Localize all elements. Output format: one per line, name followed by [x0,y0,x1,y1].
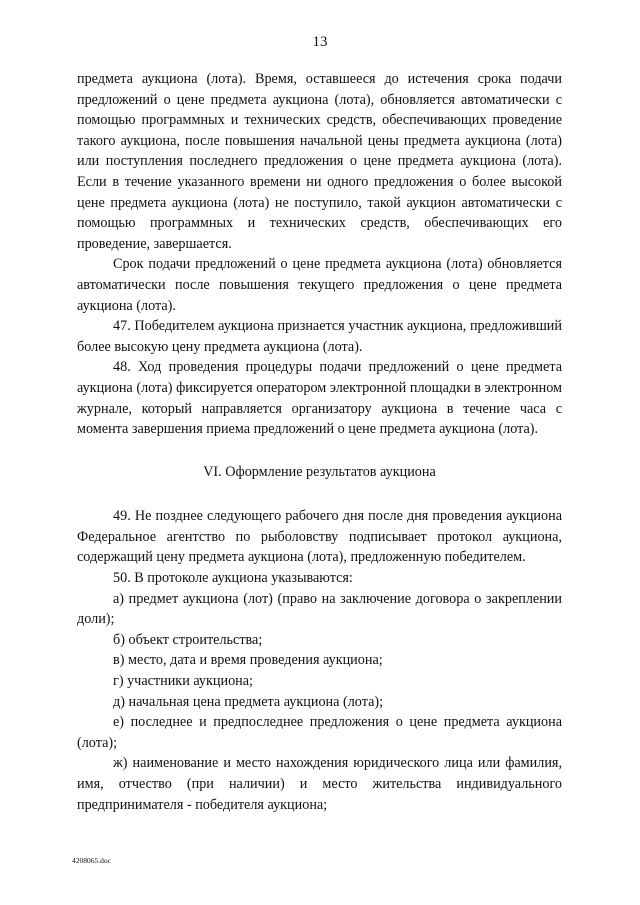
page-number: 13 [312,34,328,50]
paragraph-47: 47. Победителем аукциона признается участник аукциона, предложивший более высокую цену предмета аукциона (лота). [77,318,562,355]
paragraph-bid-deadline: Срок подачи предложений о цене предмета аукциона (лота) обновляется автоматически после повышения текущего предложения о цене предмета аукциона (лота). [77,256,562,314]
paragraph-48: 48. Ход проведения процедуры подачи предложений о цене предмета аукциона (лота) фиксируется оператором электронной площадки в электронном журнале, который направляется организатору аукциона в течение часа с момента завершения приема предложений о цене предмета аукциона (лота). [77,359,562,438]
list-item-e: е) последнее и предпоследнее предложения о цене предмета аукциона (лота); [77,714,562,751]
list-item-zh: ж) наименование и место нахождения юридического лица или фамилия, имя, отчество (при наличии) и место жительства индивидуального предпринимателя - победителя аукциона; [77,755,562,813]
paragraph-49: 49. Не позднее следующего рабочего дня после дня проведения аукциона Федеральное агентство по рыболовству подписывает протокол аукциона, содержащий цену предмета аукциона (лота), предложенную победителем. [77,508,562,566]
paragraph-continuation: предмета аукциона (лота). Время, оставшееся до истечения срока подачи предложений о цене предмета аукциона (лота), обновляется автоматически с помощью программных и технических средств, обеспечивающих проведение такого аукциона, после повышения начальной цены предмета аукциона (лота) или поступления последнего предложения о цене предмета аукциона (лота). Если в течение указанного времени ни одного предложения о более высокой цене предмета аукциона (лота) не поступило, такой аукцион автоматически с помощью программных и технических средств, обеспечивающих его проведение, завершается. [77,71,562,252]
document-body [77,69,562,815]
list-item-a: а) предмет аукциона (лот) (право на заключение договора о закреплении доли); [77,590,562,628]
list-item-v: в) место, дата и время проведения аукциона; [113,652,383,669]
paragraph-50: 50. В протоколе аукциона указываются: [113,570,353,587]
footer-filename: 4208065.doc [72,856,111,865]
section-title: VI. Оформление результатов аукциона [203,463,436,480]
list-item-g: г) участники аукциона; [113,673,254,690]
list-item-b: б) объект строительства; [113,631,263,648]
list-item-d: д) начальная цена предмета аукциона (лота); [113,693,384,710]
